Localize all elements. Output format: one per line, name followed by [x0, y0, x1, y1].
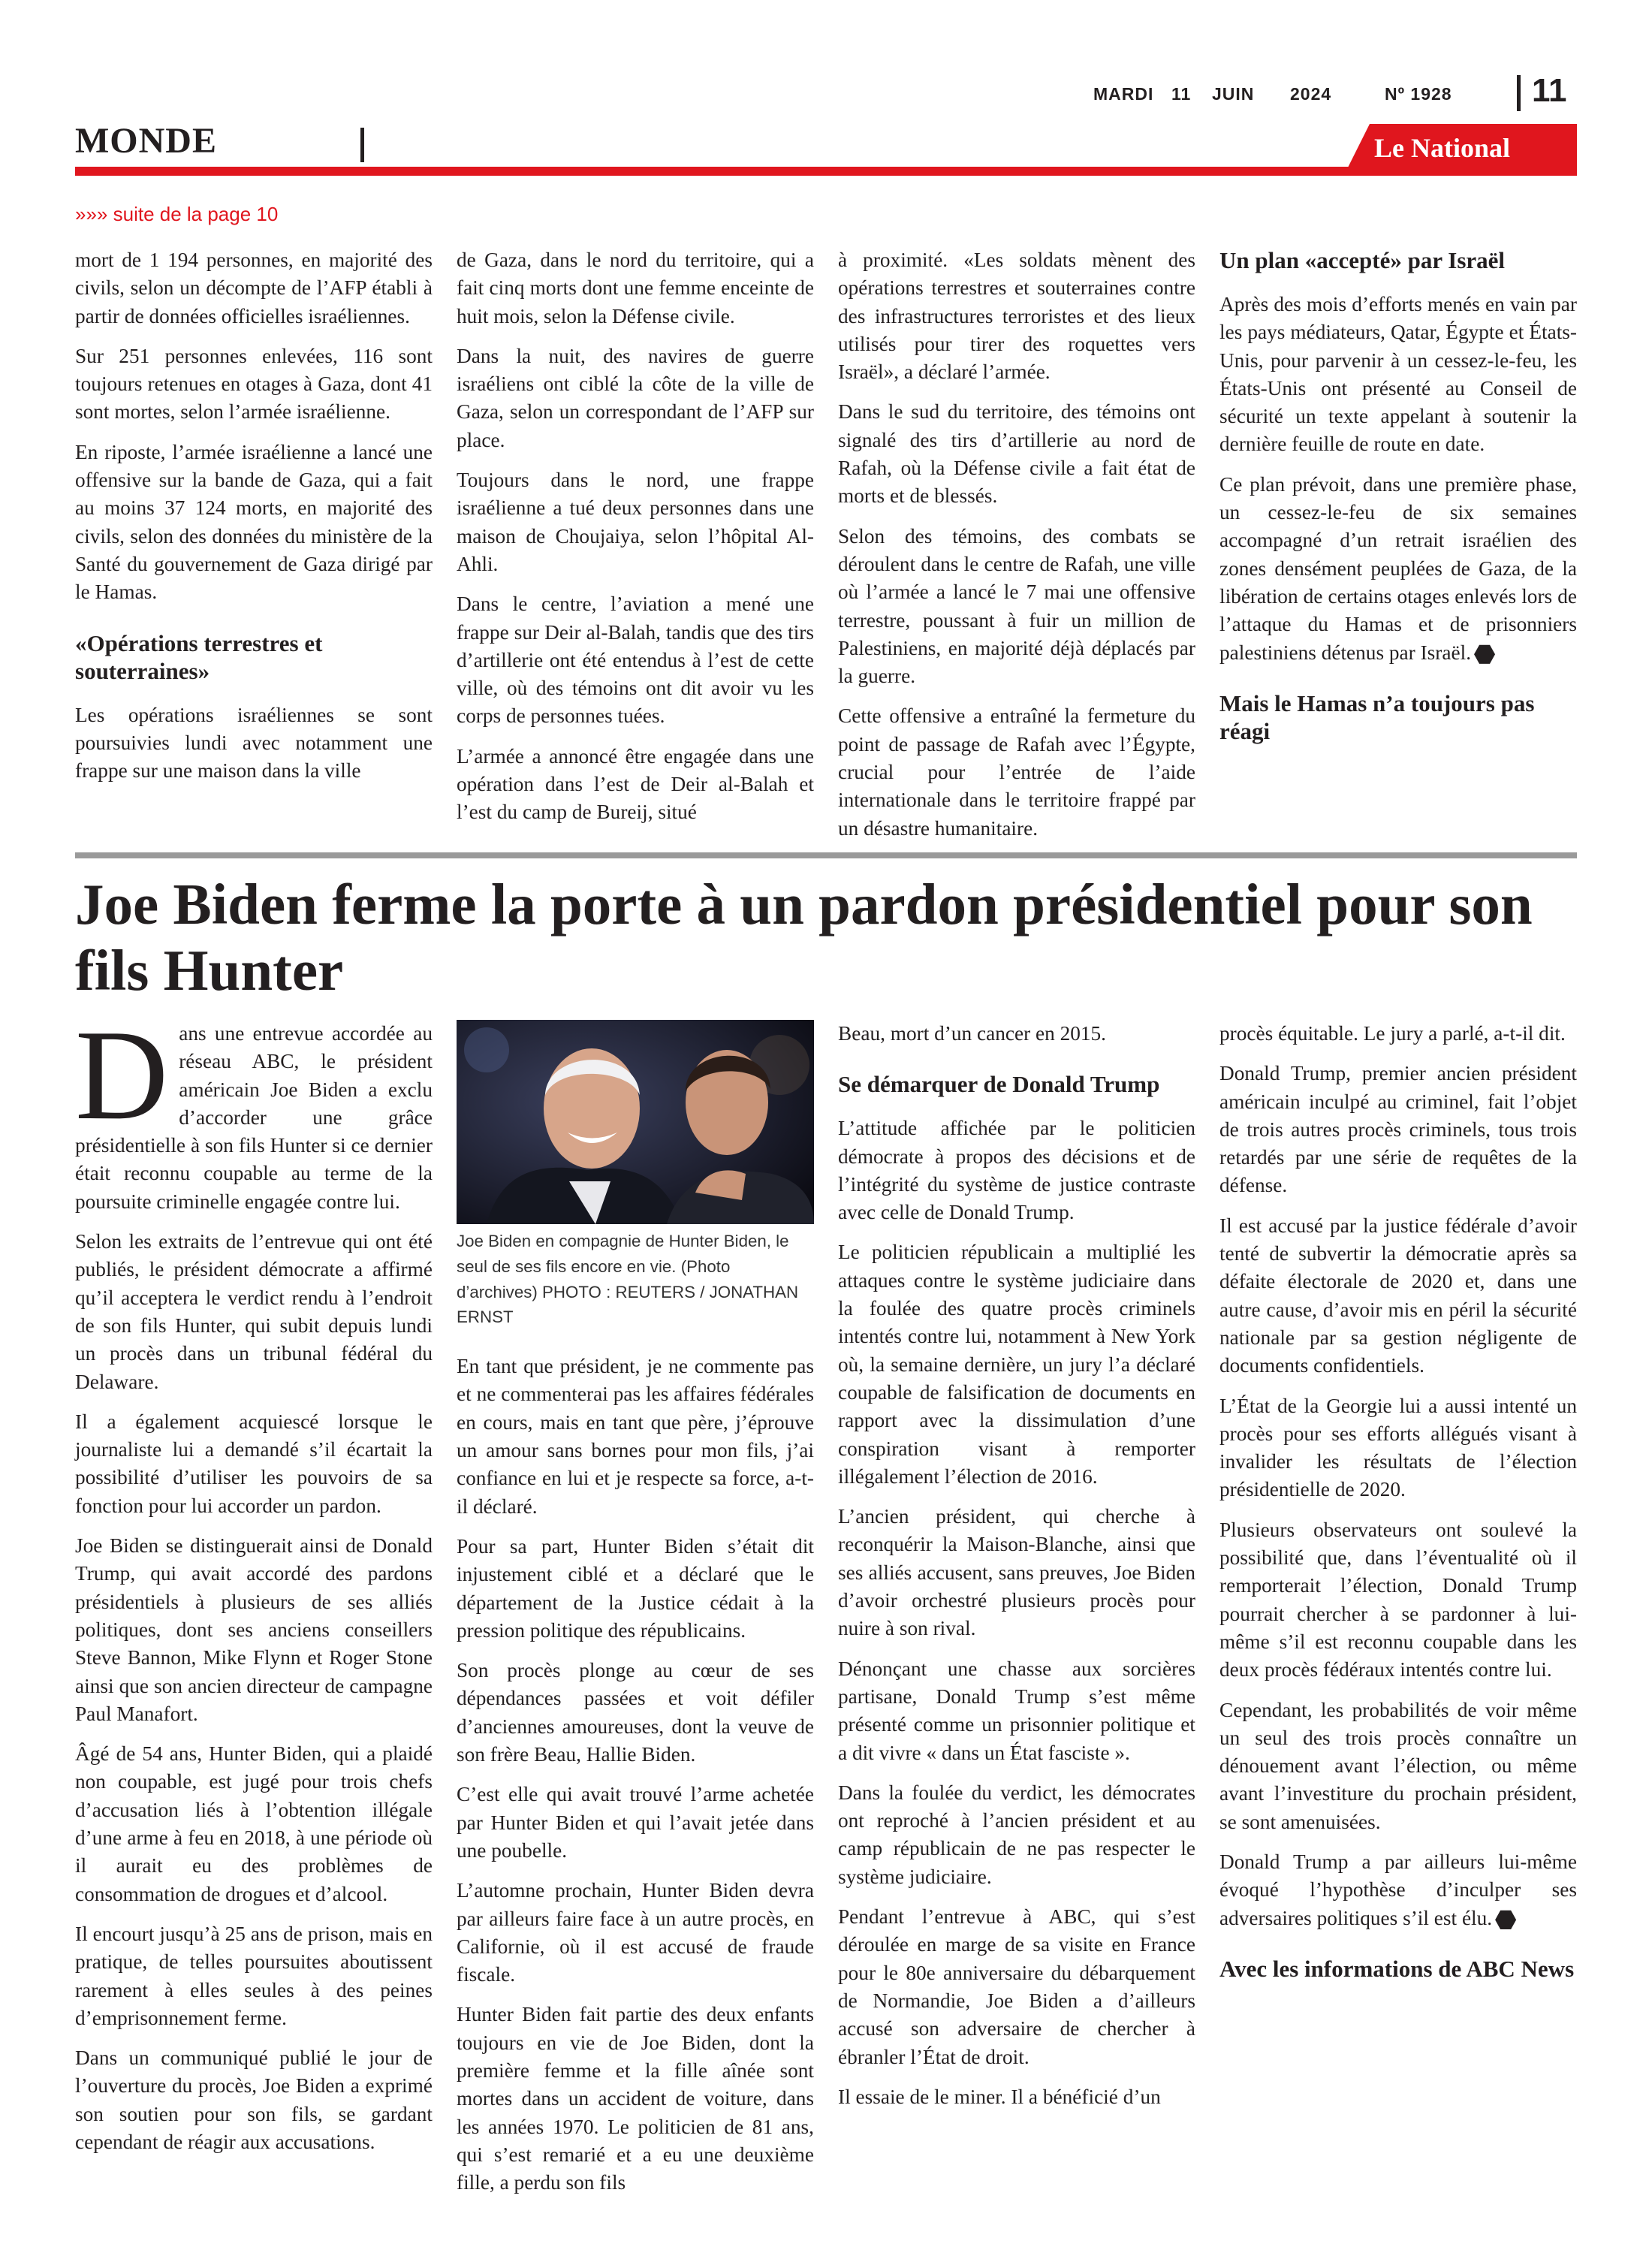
brand-name: Le National [1374, 133, 1511, 163]
paragraph: Il est accusé par la justice fédérale d’avoir tenté de subvertir la démocratie après sa défaite électorale de 2020 et, dans une autre cause, d’avoir mis en péril la sécurité nationale par sa gestion négligente de documents confidentiels. [1219, 1214, 1577, 1377]
paragraph: En riposte, l’armée israélienne a lancé une offensive sur la bande de Gaza, qui a fait au moins 37 124 morts, en majorité des civils, selon des données du ministère de la Santé du gouvernement de Gaza dirigé par le Hamas. [75, 440, 433, 604]
paragraph: L’automne prochain, Hunter Biden devra par ailleurs faire face à un autre procès, en Californie, où il est accusé de fraude fiscale. [457, 1879, 814, 1986]
paragraph: Dans la nuit, des navires de guerre israéliens ont ciblé la côte de la ville de Gaza, selon un correspondant de l’AFP sur place. [457, 344, 814, 451]
end-of-article-icon [1495, 1909, 1516, 1930]
article-photo [457, 1020, 814, 1224]
paragraph: Selon les extraits de l’entrevue qui ont été publiés, le président démocrate a affirmé qu’il acceptera le verdict rendu à l’endroit de son fils Hunter, qui subit depuis lundi un procès dans un tribunal fédéral du Delaware. [75, 1230, 433, 1393]
subheading-trump: Se démarquer de Donald Trump [838, 1071, 1160, 1098]
article-column-2 [457, 1020, 814, 2209]
paragraph: Selon des témoins, des combats se déroulent dans le centre de Rafah, une ville où l’armée a lancé le 7 mai une offensive terrestre, poussant à fuir un million de Palestiniens, en majorité déjà déplacés par la guerre. [838, 524, 1195, 688]
article-headline: Joe Biden ferme la porte à un pardon présidentiel pour son fils Hunter [75, 872, 1533, 1003]
subheading-plan: Un plan «accepté» par Israël [1219, 247, 1506, 273]
paragraph: Joe Biden se distinguerait ainsi de Donald Trump, qui avait accordé des pardons présidentiels à plusieurs de ses alliés politiques, dont ses anciens conseillers Steve Bannon, Mike Flynn et Roger Stone ainsi que son ancien directeur de campagne Paul Manafort. [75, 1534, 433, 1725]
paragraph: Cette offensive a entraîné la fermeture du point de passage de Rafah avec l’Égypte, crucial pour l’entrée de l’aide internationale dans le territoire frappé par un désastre humanitaire. [838, 704, 1195, 840]
paragraph: Dans la foulée du verdict, les démocrates ont reproché à l’ancien président et au camp républicain de ne pas respecter le système judiciaire. [838, 1781, 1195, 1888]
source-credit: Avec les informations de ABC News [1219, 1955, 1575, 1982]
issue-number: Nº 1928 [1385, 84, 1452, 104]
drop-cap: D [75, 1004, 169, 1147]
paragraph: Son procès plonge au cœur de ses dépendances passées et voit défiler d’anciennes amoureuses, dont la veuve de son frère Beau, Hallie Biden. [457, 1659, 814, 1766]
article-column-1 [75, 1004, 433, 2168]
paragraph: Après des mois d’efforts menés en vain par les pays médiateurs, Qatar, Égypte et États-Unis, pour parvenir à un cessez-le-feu, les États-Unis ont présenté au Conseil de sécurité un texte appelant à soutenir la dernière feuille de route en date. [1219, 293, 1577, 456]
paragraph: Dans le sud du territoire, des témoins ont signalé des tirs d’artillerie au nord de Rafah, où la Défense civile a fait état de morts et de blessés. [838, 400, 1195, 508]
paragraph-text: Donald Trump a par ailleurs lui-même évoqué l’hypothèse d’inculper ses adversaires politiques s’il est élu. [1219, 1850, 1577, 1929]
paragraph [1219, 471, 1577, 667]
paragraph: procès équitable. Le jury a parlé, a-t-il dit. [1219, 1022, 1566, 1045]
end-of-article-icon [1474, 644, 1495, 665]
page-number-divider [1517, 75, 1521, 111]
paragraph: Donald Trump, premier ancien président américain inculpé au criminel, fait l’objet de trois autres procès criminels, tous trois retardés par une série de requêtes de la défense. [1219, 1062, 1577, 1197]
date-year: 2024 [1290, 84, 1332, 104]
top-column-3 [838, 246, 1195, 855]
photo-caption: Joe Biden en compagnie de Hunter Biden, le seul de ses fils encore en vie. (Photo d’archives) PHOTO : REUTERS / JONATHAN ERNST [457, 1232, 799, 1327]
paragraph: En tant que président, je ne commente pas et ne commenterai pas les affaires fédérales en cours, mais en tant que père, j’éprouve un amour sans bornes pour mon fils, j’ai confiance en lui et je respecte sa force, a-t-il déclaré. [457, 1355, 814, 1518]
article-column-3 [838, 1020, 1195, 2123]
paragraph: de Gaza, dans le nord du territoire, qui a fait cinq morts dont une femme enceinte de huit mois, selon la Défense civile. [457, 249, 814, 327]
top-column-1 [75, 246, 433, 797]
article-separator [75, 852, 1577, 858]
paragraph: L’État de la Georgie lui a aussi intenté un procès pour ses efforts allégués visant à invalider les résultats de l’élection présidentielle de 2020. [1219, 1394, 1577, 1501]
paragraph: C’est elle qui avait trouvé l’arme achetée par Hunter Biden et qui l’avait jetée dans une poubelle. [457, 1783, 814, 1862]
paragraph: Sur 251 personnes enlevées, 116 sont toujours retenues en otages à Gaza, dont 41 sont mortes, selon l’armée israélienne. [75, 344, 433, 424]
paragraph: Pour sa part, Hunter Biden s’était dit injustement ciblé et a déclaré que le département de la Justice cédait à la pression politique des républicains. [457, 1534, 814, 1642]
paragraph: Les opérations israéliennes se sont poursuivies lundi avec notamment une frappe sur une maison dans la ville [75, 703, 433, 783]
paragraph: Pendant l’entrevue à ABC, qui s’est déroulée en marge de sa visite en France pour le 80e anniversaire du débarquement de Normandie, Joe Biden a d’ailleurs accusé son adversaire de chercher à ébranler l’État de droit. [838, 1905, 1195, 2068]
paragraph: Il encourt jusqu’à 25 ans de prison, mais en pratique, de telles poursuites aboutissent rarement à elles seules à des peines d’emprisonnement ferme. [75, 1922, 433, 2029]
date-month: JUIN [1212, 84, 1255, 104]
paragraph: L’ancien président, qui cherche à reconquérir la Maison-Blanche, ainsi que ses alliés accusent, sans preuves, Joe Biden d’avoir orchestré plusieurs procès pour nuire à son rival. [838, 1505, 1195, 1640]
photo-illustration [457, 1020, 814, 1224]
section-divider [360, 128, 364, 162]
date-number: 11 [1171, 84, 1192, 104]
lead-text: ans une entrevue accordée au réseau ABC, le président américain Joe Biden a exclu d’accorder une grâce présidentielle à son fils Hunter si ce dernier était reconnu coupable au terme de la poursuite criminelle engagée contre lui. [75, 1022, 433, 1213]
paragraph: Hunter Biden fait partie des deux enfants toujours en vie de Joe Biden, dont la première femme et la fille aînée sont mortes dans un accident de voiture, dans les années 1970. Le politicien de 81 ans, qui s’est remarié et a eu une deuxième fille, a perdu son fils [457, 2003, 814, 2194]
paragraph: Il a également acquiescé lorsque le journaliste lui a demandé s’il écartait la possibilité d’utiliser les pouvoirs de sa fonction pour lui accorder un pardon. [75, 1410, 433, 1517]
paragraph: Il essaie de le miner. Il a bénéficié d’un [838, 2085, 1161, 2108]
paragraph [1219, 1848, 1577, 1932]
paragraph: L’armée a annoncé être engagée dans une opération dans l’est de Deir al-Balah et l’est du camp de Bureij, situé [457, 744, 814, 824]
paragraph: L’attitude affichée par le politicien démocrate à propos des décisions et de l’intégrité du système de justice contraste avec celle de Donald Trump. [838, 1117, 1195, 1224]
paragraph: à proximité. «Les soldats mènent des opérations terrestres et souterraines contre des infrastructures terroristes et des lieux utilisés pour tirer des roquettes vers Israël», a déclaré l’armée. [838, 249, 1195, 384]
paragraph: Cependant, les probabilités de voir même un seul des trois procès connaître un dénouement avant l’élection, ou même avant l’investiture du prochain président, se sont amenuisées. [1219, 1698, 1577, 1833]
paragraph: Toujours dans le nord, une frappe israélienne a tué deux personnes dans une maison de Choujaiya, selon l’hôpital Al-Ahli. [457, 469, 814, 575]
date-day: MARDI [1093, 84, 1154, 104]
subheading-operations: «Opérations terrestres et souterraines» [75, 629, 323, 684]
paragraph-text: Ce plan prévoit, dans une première phase, un cessez-le-feu de six semaines accompagné d’un retrait israélien des zones densément peuplées de Gaza, de la libération de certains otages enlevés lors de l’attaque du Hamas et de prisonniers palestiniens détenus par Israël. [1219, 472, 1577, 664]
paragraph: Dénonçant une chasse aux sorcières partisane, Donald Trump s’est même présenté comme un prisonnier politique et a dit vivre « dans un État fasciste ». [838, 1657, 1195, 1764]
paragraph: Dans le centre, l’aviation a mené une frappe sur Deir al-Balah, tandis que des tirs d’artillerie ont été entendus à l’est de cette ville, où des témoins ont dit avoir vu les corps de personnes tuées. [457, 593, 814, 728]
article-column-4 [1219, 1020, 1577, 1999]
top-column-4 [1219, 246, 1577, 762]
page-number: 11 [1532, 72, 1567, 109]
section-title: MONDE [75, 121, 217, 161]
paragraph: Âgé de 54 ans, Hunter Biden, qui a plaidé non coupable, est jugé pour trois chefs d’accusation liés à l’obtention illégale d’une arme à feu en 2018, à une période où il aurait eu des problèmes de consommation de drogues et d’alcool. [75, 1742, 433, 1905]
paragraph: Le politicien républicain a multiplié les attaques contre le système judiciaire dans la foulée des quatre procès criminels intentés contre lui, notamment à New York où, la semaine dernière, un jury l’a déclaré coupable de falsification de documents en rapport avec la dissimulation d’une conspiration visant à remporter illégalement l’élection de 2016. [838, 1241, 1195, 1488]
paragraph: Beau, mort d’un cancer en 2015. [838, 1022, 1107, 1045]
paragraph: Dans un communiqué publié le jour de l’ouverture du procès, Joe Biden a exprimé son soutien pour son fils, se gardant cependant de réagir aux accusations. [75, 2046, 433, 2153]
subheading-hamas: Mais le Hamas n’a toujours pas réagi [1219, 689, 1535, 744]
continued-from[interactable]: »»» suite de la page 10 [75, 203, 279, 225]
paragraph: Plusieurs observateurs ont soulevé la possibilité que, dans l’éventualité où il remporterait l’élection, Donald Trump pourrait chercher à se pardonner à lui-même s’il est reconnu coupable dans les deux procès fédéraux intentés contre lui. [1219, 1518, 1577, 1681]
top-column-2 [457, 246, 814, 839]
lead-paragraph [75, 1004, 433, 1216]
paragraph: mort de 1 194 personnes, en majorité des civils, selon un décompte de l’AFP établi à partir de données officielles israéliennes. [75, 249, 433, 327]
